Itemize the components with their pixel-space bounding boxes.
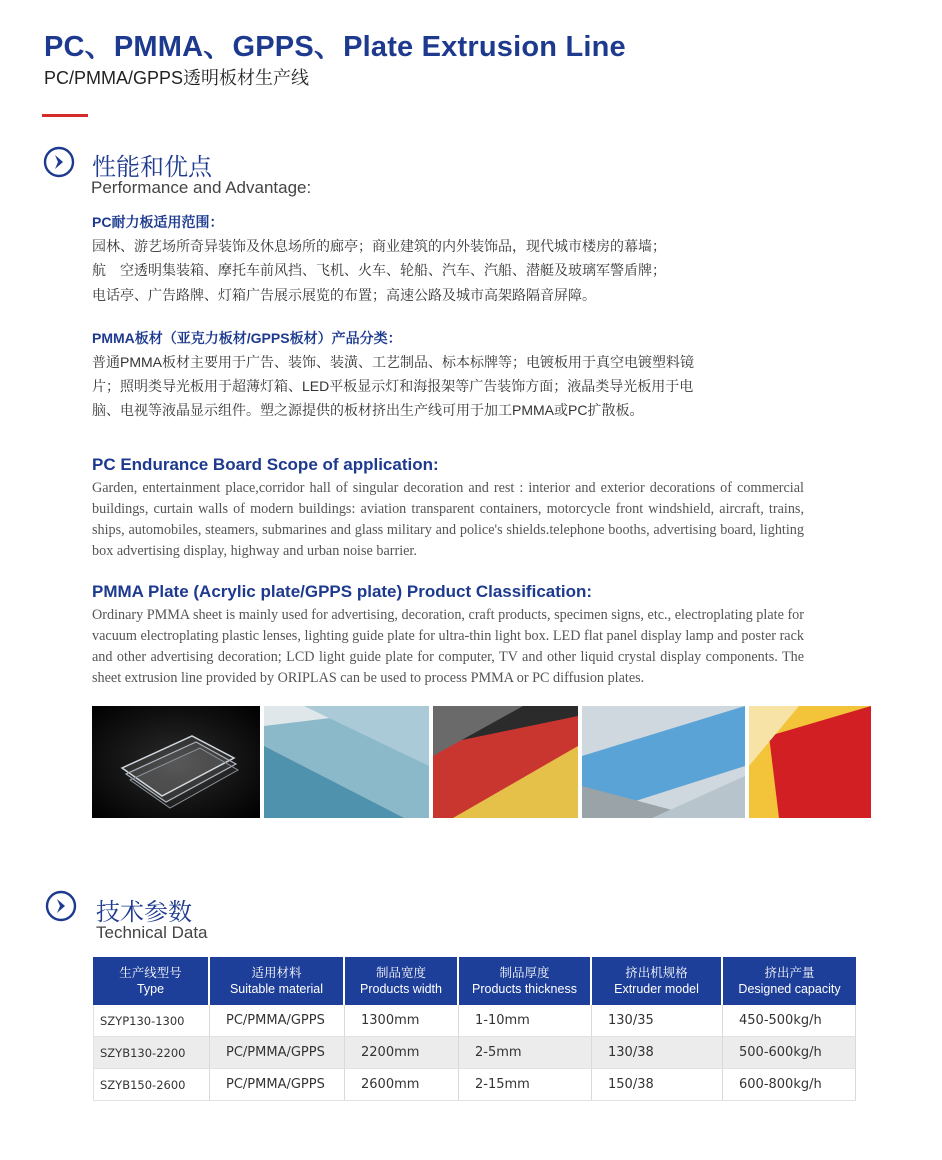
table-cell: 1-10mm: [459, 1005, 592, 1037]
section-title-cn: 技术参数: [96, 899, 192, 926]
table-cell: 600-800kg/h: [723, 1069, 856, 1101]
table-cell: 130/35: [592, 1005, 723, 1037]
table-row: [93, 1037, 856, 1069]
section-title-cn: 性能和优点: [92, 154, 212, 181]
table-header-row: [93, 957, 856, 1005]
page-subtitle: PC/PMMA/GPPS透明板材生产线: [44, 68, 310, 88]
chevron-right-circle-icon: [43, 146, 75, 178]
table-cell: PC/PMMA/GPPS: [210, 1037, 345, 1069]
table-cell: PC/PMMA/GPPS: [210, 1005, 345, 1037]
clear-sheet-photo: [92, 706, 260, 818]
pc-en-paragraph: Garden, entertainment place,corridor hall of singular decoration and rest : interior and exterior decorations of commercial buildings, curtain walls of modern buildings: aviation transparent containers, motorcycle front windshield, aircraft, trains, ships, automobiles, steamers, submarines and glass military and police's shields.telephone booths, advertising board, lighting box advertising display, highway and urban noise barrier.: [92, 480, 804, 559]
pc-en-heading: PC Endurance Board Scope of application:: [92, 455, 439, 474]
table-cell: 500-600kg/h: [723, 1037, 856, 1069]
table-row: [93, 1005, 856, 1037]
table-cell: 2-5mm: [459, 1037, 592, 1069]
section-title-en: Technical Data: [96, 923, 208, 942]
product-photo-strip: [92, 706, 871, 818]
table-cell: 450-500kg/h: [723, 1005, 856, 1037]
pmma-cn-line: 脑、电视等液晶显示组件。塑之源提供的板材挤出生产线可用于加工PMMA或PC扩散板。: [92, 402, 644, 418]
gray-blue-sheet-photo: [582, 706, 745, 818]
technical-data-table: [93, 957, 856, 1101]
header-cell: 制品厚度 Products thickness: [459, 957, 592, 1005]
section-title-en: Performance and Advantage:: [91, 178, 312, 197]
pc-cn-line: 电话亭、广告路牌、灯箱广告展示展览的布置；高速公路及城市高架路隔音屏障。: [92, 287, 596, 303]
pmma-cn-line: 普通PMMA板材主要用于广告、装饰、装潢、工艺制品、标本标牌等；电镀板用于真空电镀塑料镜: [92, 354, 694, 370]
pmma-cn-heading: PMMA板材（亚克力板材/GPPS板材）产品分类：: [92, 330, 402, 346]
table-row: [93, 1069, 856, 1101]
table-cell: SZYB150-2600: [93, 1069, 210, 1101]
page-title: PC、PMMA、GPPS、Plate Extrusion Line: [44, 31, 626, 63]
table-cell: PC/PMMA/GPPS: [210, 1069, 345, 1101]
table-cell: SZYB130-2200: [93, 1037, 210, 1069]
header-cell: 适用材料 Suitable material: [210, 957, 345, 1005]
header-cell: 挤出机规格 Extruder model: [592, 957, 723, 1005]
table-cell: 2-15mm: [459, 1069, 592, 1101]
pmma-cn-line: 片；照明类导光板用于超薄灯箱、LED平板显示灯和海报架等广告装饰方面；液晶类导光板用于电: [92, 378, 694, 394]
header-cell: 生产线型号 Type: [93, 957, 210, 1005]
table-cell: 1300mm: [345, 1005, 459, 1037]
pc-cn-line: 园林、游艺场所奇异装饰及休息场所的廊亭；商业建筑的内外装饰品，现代城市楼房的幕墙；: [92, 238, 666, 254]
pc-cn-heading: PC耐力板适用范围：: [92, 214, 224, 230]
blue-sheet-photo: [264, 706, 429, 818]
table-cell: 130/38: [592, 1037, 723, 1069]
table-cell: 2200mm: [345, 1037, 459, 1069]
chevron-right-circle-icon: [45, 890, 77, 922]
header-cell: 挤出产量 Designed capacity: [723, 957, 856, 1005]
table-cell: 2600mm: [345, 1069, 459, 1101]
pc-cn-line: 航 空透明集装箱、摩托车前风挡、飞机、火车、轮船、汽车、汽船、潜艇及玻璃军警盾牌；: [92, 262, 666, 278]
pmma-en-paragraph: Ordinary PMMA sheet is mainly used for advertising, decoration, craft products, specimen signs, etc., electroplating plate for vacuum electroplating plastic lenses, lighting guide plate for ultra-thin light box. LED flat panel display lamp and poster rack and other advertising decoration; LCD light guide plate for computer, TV and other liquid crystal display components. The sheet extrusion line provided by ORIPLAS can be used to process PMMA or PC diffusion plates.: [92, 607, 804, 686]
pmma-en-heading: PMMA Plate (Acrylic plate/GPPS plate) Product Classification:: [92, 582, 593, 601]
red-yellow-sheet-photo: [749, 706, 871, 818]
table-cell: 150/38: [592, 1069, 723, 1101]
header-cell: 制品宽度 Products width: [345, 957, 459, 1005]
title-divider: [42, 114, 88, 117]
colored-sheet-photo: [433, 706, 578, 818]
table-cell: SZYP130-1300: [93, 1005, 210, 1037]
